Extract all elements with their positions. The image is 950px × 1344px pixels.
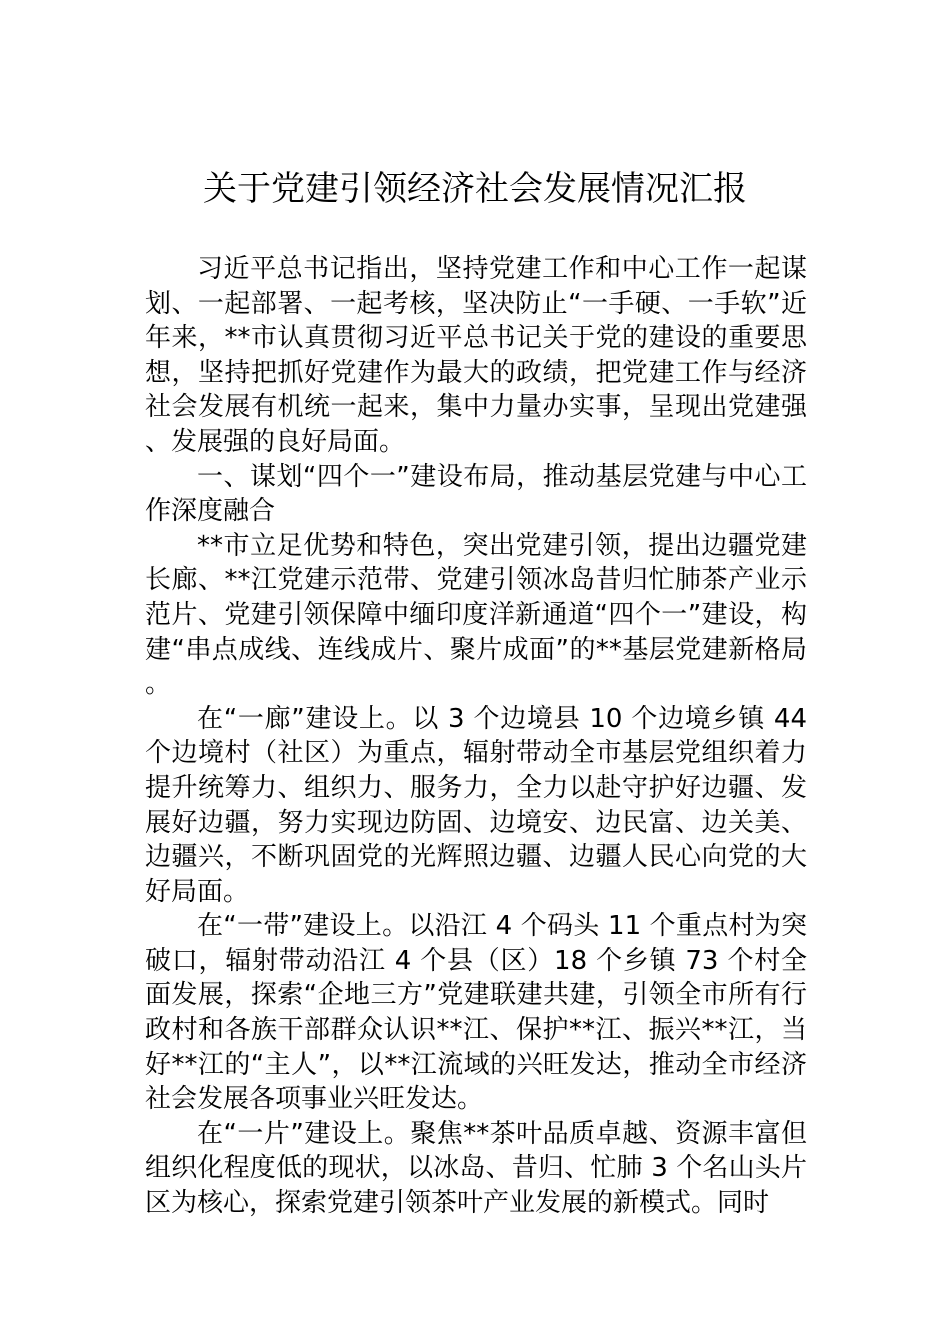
paragraph-belt: 在“一带”建设上。以沿江 4 个码头 11 个重点村为突破口，辐射带动沿江 4 个县（区）18 个乡镇 73 个村全面发展，探索“企地三方”党建联建共建，引领全市所有行政村和各族干部群众认识**江、保护**江、振兴**江，当好**江的“主人”，以**江流域的兴旺发达，推动全市经济社会发展各项事业兴旺发达。 [145, 911, 807, 1115]
paragraph-corridor: 在“一廊”建设上。以 3 个边境县 10 个边境乡镇 44个边境村（社区）为重点，辐射带动全市基层党组织着力提升统筹力、组织力、服务力，全力以赴守护好边疆、发展好边疆，努力实现边防固、边境安、边民富、边关美、边疆兴，不断巩固党的光辉照边疆、边疆人民心向党的大好局面。 [145, 703, 807, 907]
paragraph-area: 在“一片”建设上。聚焦**茶叶品质卓越、资源丰富但组织化程度低的现状，以冰岛、昔归、忙肺 3 个名山头片区为核心，探索党建引领茶叶产业发展的新模式。同时 [145, 1118, 807, 1219]
paragraph-intro: 习近平总书记指出，坚持党建工作和中心工作一起谋划、一起部署、一起考核，坚决防止“一手硬、一手软”近年来，**市认真贯彻习近平总书记关于党的建设的重要思想，坚持把抓好党建作为最大的政绩，把党建工作与经济社会发展有机统一起来，集中力量办实事，呈现出党建强、发展强的良好局面。 [145, 254, 807, 457]
document-body [145, 252, 807, 1221]
section-heading-1: 一、谋划“四个一”建设布局，推动基层党建与中心工作深度融合 [145, 461, 807, 527]
paragraph-four-ones: **市立足优势和特色，突出党建引领，提出边疆党建长廊、**江党建示范带、党建引领冰岛昔归忙肺茶产业示范片、党建引领保障中缅印度洋新通道“四个一”建设，构建“串点成线、连线成片、聚片成面”的**基层党建新格局。 [145, 530, 807, 700]
document-title: 关于党建引领经济社会发展情况汇报 [203, 169, 747, 209]
